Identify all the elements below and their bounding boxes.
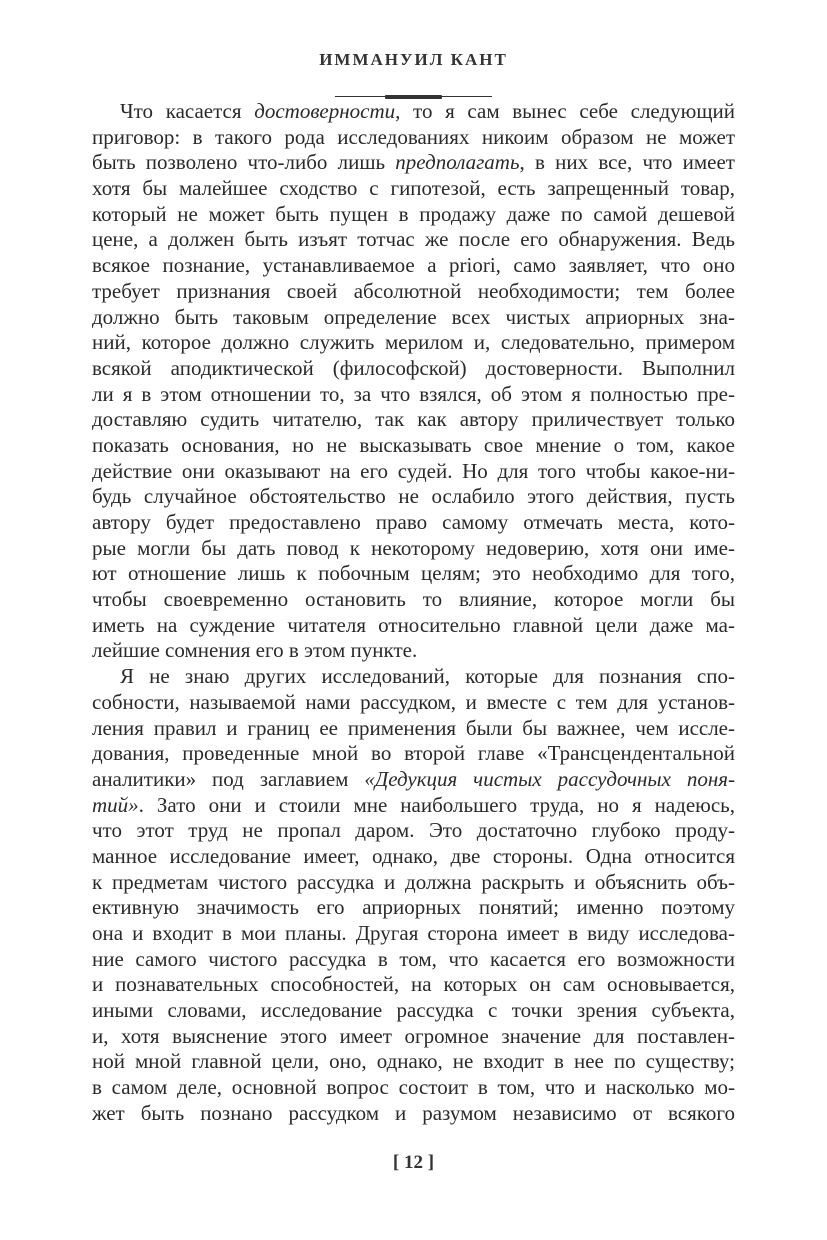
text-run: ли я в этом отношении то, за что взялся, об этом я полностью пре- [92,381,735,406]
header-divider-center [385,95,442,99]
italic-text: тий» [92,792,139,817]
text-run: ние самого чистого рассудка в том, что касается его возможности [92,946,735,971]
text-run: ют отношение лишь к побочным целям; это необходимо для того, [92,561,735,586]
text-run: должно быть таковым определение всех чистых априорных зна- [92,304,735,329]
text-run: лейшие сомнения его в этом пункте. [92,638,418,663]
text-run: быть позволено что-либо лишь [92,150,396,175]
italic-text: предполагать [395,150,520,175]
text-run: чтобы своевременно остановить то влияние, которое могли бы [92,587,735,612]
text-run: и, хотя выяснение этого имеет огромное значение для поставлен- [92,1023,735,1048]
text-run: , то я сам вынес себе следующий [395,99,735,123]
text-run: иметь на суждение читателя относительно главной цели даже ма- [92,612,735,637]
text-run: всякой аподиктической (философской) достоверности. Выполнил [92,355,735,380]
text-line [92,690,735,716]
text-line [92,767,735,793]
text-line [92,972,735,998]
page-body [92,99,735,1127]
paragraph [92,664,735,1126]
text-line [92,253,735,279]
text-line [92,741,735,767]
header-divider [335,96,492,97]
text-run: в самом деле, основной вопрос состоит в том, что и насколько мо- [92,1075,735,1100]
text-run: действие они оказывают на его судей. Но для того чтобы какое-ни- [92,458,735,483]
text-line [92,150,735,176]
text-line [92,433,735,459]
text-line [92,844,735,870]
text-line [92,279,735,305]
text-line [92,99,735,125]
page-number: [ 12 ] [392,1152,435,1173]
text-line [92,561,735,587]
text-run: она и входит в мои планы. Другая сторона имеет в виду исследова- [92,921,735,945]
text-line [92,459,735,485]
text-run: доставляю судить читателю, так как автору приличествует только [92,407,735,432]
italic-text: достоверности [254,99,396,123]
text-run: рые могли бы дать повод к некоторому недоверию, хотя они име- [92,535,735,560]
text-run: Что касается [120,99,255,123]
text-line [92,638,735,664]
text-run: ной мной главной цели, оно, однако, не входит в нее по существу; [92,1049,735,1074]
text-run: цене, а должен быть изъят тотчас же после его обнаружения. Ведь [92,227,735,252]
text-run: показать основания, но не высказывать свое мнение о том, какое [92,432,735,457]
text-line [92,793,735,819]
paragraph [92,99,735,664]
text-line [92,716,735,742]
text-line [92,382,735,408]
text-line [92,536,735,562]
running-header: ИММАНУИЛ КАНТ [319,50,508,69]
text-line [92,1101,735,1127]
text-run: который не может быть пущен в продажу даже по самой дешевой [92,201,735,226]
text-line [92,613,735,639]
text-line [92,1075,735,1101]
text-run: манное исследование имеет, однако, две стороны. Одна относится [92,843,735,868]
text-line [92,998,735,1024]
text-run: приговор: в такого рода исследованиях никоим образом не может [92,124,735,149]
text-run: ективную значимость его априорных понятий; именно поэтому [92,895,735,920]
text-run: будь случайное обстоятельство не ослабило этого действия, пусть [92,484,735,509]
text-line [92,125,735,151]
text-run: аналитики» под заглавием [92,766,365,791]
text-run: ления правил и границ ее применения были бы важнее, чем иссле- [92,715,735,740]
text-run: . Зато они и стоили мне наибольшего труда, но я надеюсь, [138,792,735,817]
text-line [92,1049,735,1075]
text-line [92,227,735,253]
text-line [92,202,735,228]
text-run: автору будет предоставлено право самому отмечать места, кото- [92,510,735,534]
text-run: хотя бы малейшее сходство с гипотезой, есть запрещенный товар, [92,176,735,201]
italic-text: «Дедукция чистых рассудочных поня- [364,766,736,791]
text-line [92,664,735,690]
text-run: Я не знаю других исследований, которые для познания спо- [120,664,735,689]
text-run: что этот труд не пропал даром. Это достаточно глубоко проду- [92,818,735,843]
text-run: и познавательных способностей, на которых он сам основывается, [92,972,735,997]
text-run: собности, называемой нами рассудком, и вместе с тем для установ- [92,689,735,714]
text-run: дования, проведенные мной во второй главе «Трансцендентальной [92,741,735,766]
text-line [92,1024,735,1050]
text-line [92,407,735,433]
text-line [92,484,735,510]
text-line [92,356,735,382]
text-line [92,330,735,356]
text-line [92,947,735,973]
text-line [92,895,735,921]
text-run: жет быть познано рассудком и разумом независимо от всякого [92,1100,735,1125]
text-run: требует признания своей абсолютной необходимости; тем более [92,278,735,303]
text-line [92,870,735,896]
text-line [92,587,735,613]
text-run: ний, которое должно служить мерилом и, следовательно, примером [92,330,735,355]
text-line [92,818,735,844]
text-line [92,921,735,947]
text-line [92,305,735,331]
text-run: всякое познание, устанавливаемое a priori, само заявляет, что оно [92,253,735,278]
text-run: , в них все, что имеет [519,150,735,175]
text-run: к предметам чистого рассудка и должна раскрыть и объяснить объ- [92,869,735,894]
text-line [92,510,735,536]
text-run: иными словами, исследование рассудка с точки зрения субъекта, [92,998,735,1023]
text-line [92,176,735,202]
